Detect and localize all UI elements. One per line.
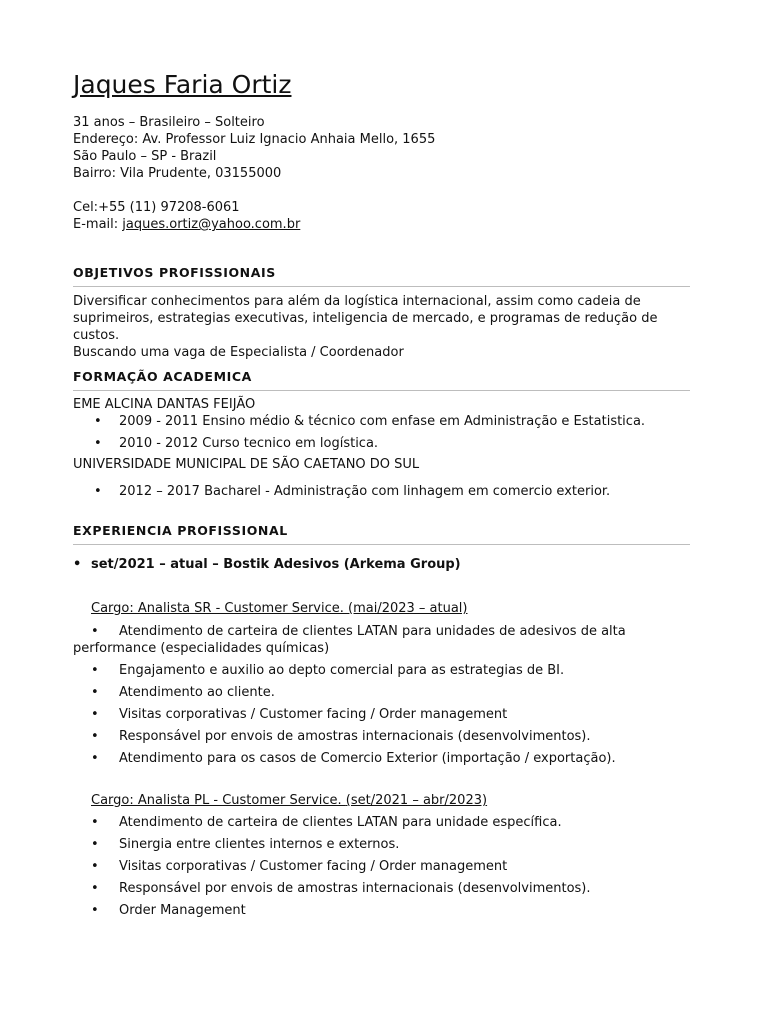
list-item: • Responsável por envois de amostras internacionais (desenvolvimentos).	[73, 880, 693, 897]
cargo-1-period: (mai/2023 – atual)	[348, 601, 468, 616]
list-item: • 2010 - 2012 Curso tecnico em logística.	[73, 435, 693, 452]
school-2: UNIVERSIDADE MUNICIPAL DE SÃO CAETANO DO SUL	[73, 457, 420, 472]
spacer	[73, 182, 693, 199]
school-1-list	[73, 413, 693, 452]
cargo-1-list	[73, 623, 693, 772]
formacao-block	[73, 396, 693, 500]
city-line: São Paulo – SP - Brazil	[73, 149, 217, 164]
list-item: • Atendimento de carteira de clientes LATAN para unidade específica.	[73, 814, 693, 831]
candidate-name: Jaques Faria Ortiz	[73, 70, 292, 99]
list-item: • Sinergia entre clientes internos e externos.	[73, 836, 693, 853]
email-line	[73, 216, 693, 233]
cargo-2	[91, 792, 487, 809]
objetivos-block	[73, 293, 693, 361]
list-item-continuation: performance (especialidades químicas)	[73, 641, 330, 656]
school-2-list	[73, 483, 693, 500]
cargo-2-list	[73, 814, 693, 924]
list-item: • Atendimento ao cliente.	[73, 684, 693, 701]
job-header-text: set/2021 – atual – Bostik Adesivos (Arkema Group)	[91, 557, 461, 572]
list-item	[73, 623, 693, 657]
list-item: • Order Management	[73, 902, 693, 919]
email-label: E-mail:	[73, 217, 123, 232]
cargo-1-title: Cargo: Analista SR - Customer Service.	[91, 601, 348, 616]
address-line: Endereço: Av. Professor Luiz Ignacio Anhaia Mello, 1655	[73, 132, 436, 147]
school-1: EME ALCINA DANTAS FEIJÃO	[73, 397, 256, 412]
bullet: •	[73, 557, 82, 572]
cargo-2-period: (set/2021 – abr/2023)	[345, 793, 488, 808]
list-item: • 2009 - 2011 Ensino médio & técnico com enfase em Administração e Estatistica.	[73, 413, 693, 430]
list-item: • Responsável por envois de amostras internacionais (desenvolvimentos).	[73, 728, 693, 745]
list-item: • 2012 – 2017 Bacharel - Administração com linhagem em comercio exterior.	[73, 483, 693, 500]
age-line: 31 anos – Brasileiro – Solteiro	[73, 115, 265, 130]
list-item: • Atendimento para os casos de Comercio Exterior (importação / exportação).	[73, 750, 693, 767]
objetivos-text-2: Buscando uma vaga de Especialista / Coordenador	[73, 345, 404, 360]
objetivos-text: Diversificar conhecimentos para além da logística internacional, assim como cadeia de suprimeiros, estrategias executivas, inteligencia de mercado, e programas de redução de custos.	[73, 294, 658, 343]
section-title-objetivos: OBJETIVOS PROFISSIONAIS	[73, 264, 690, 287]
job-header	[73, 556, 461, 573]
section-title-experiencia: EXPERIENCIA PROFISSIONAL	[73, 522, 690, 545]
cargo-2-title: Cargo: Analista PL - Customer Service.	[91, 793, 346, 808]
list-item: • Visitas corporativas / Customer facing / Order management	[73, 706, 693, 723]
list-item-text: Atendimento de carteira de clientes LATAN para unidades de adesivos de alta	[119, 624, 626, 639]
list-item: • Visitas corporativas / Customer facing / Order management	[73, 858, 693, 875]
list-item: • Engajamento e auxilio ao depto comercial para as estrategias de BI.	[73, 662, 693, 679]
email-link[interactable]: jaques.ortiz@yahoo.com.br	[122, 217, 301, 232]
section-title-formacao: FORMAÇÃO ACADEMICA	[73, 368, 690, 391]
personal-info	[73, 114, 693, 233]
district-line: Bairro: Vila Prudente, 03155000	[73, 166, 282, 181]
phone-line: Cel:+55 (11) 97208-6061	[73, 200, 240, 215]
cargo-1	[91, 600, 468, 617]
